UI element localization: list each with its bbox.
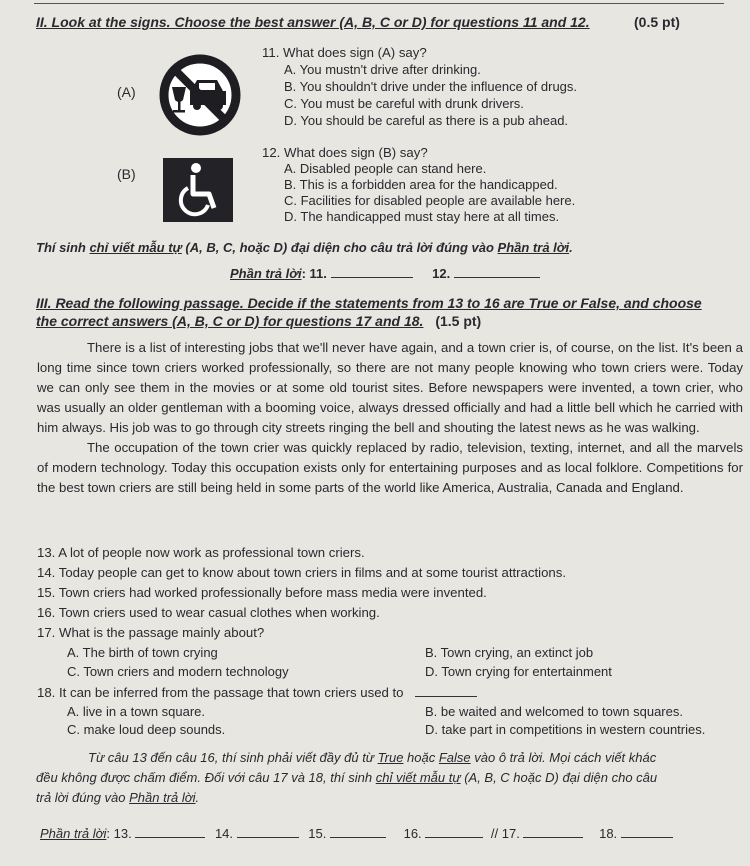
viet-line1-c: vào ô trả lời. Mọi cách viết khác bbox=[470, 750, 657, 765]
answer-11-label: 11. bbox=[309, 266, 327, 281]
statement-14: 14. Today people can get to know about town criers in films and at some tourist attractions. bbox=[37, 565, 567, 580]
answer-13-blank[interactable] bbox=[135, 825, 205, 838]
viet-instruction-line-1 bbox=[88, 750, 656, 765]
answer-17-label: // 17. bbox=[490, 826, 520, 841]
q18-option-b: B. be waited and welcomed to town squares. bbox=[425, 704, 683, 719]
answer-15-label: 15. bbox=[308, 826, 327, 841]
passage bbox=[37, 338, 743, 498]
answer-12-blank[interactable] bbox=[454, 265, 540, 278]
answer-label: Phần trả lời bbox=[230, 266, 302, 281]
section3-heading-1 bbox=[36, 295, 702, 311]
viet-instruction-line-2 bbox=[36, 770, 657, 785]
instruction-underlined: chỉ viết mẫu tự bbox=[89, 240, 182, 255]
answer-14-label: 14. bbox=[214, 826, 234, 841]
q18-option-d: D. take part in competitions in western countries. bbox=[425, 722, 706, 737]
statement-16: 16. Town criers used to wear casual clothes when working. bbox=[37, 605, 380, 620]
q11-option-b: B. You shouldn't drive under the influence of drugs. bbox=[284, 79, 578, 94]
viet-line2-underlined: chỉ viết mẫu tự bbox=[375, 770, 461, 785]
viet-line3-a: trả lời đúng vào bbox=[36, 790, 130, 805]
q17-stem: 17. What is the passage mainly about? bbox=[37, 625, 265, 640]
answer-16-label: 16. bbox=[403, 826, 422, 841]
answer-11-blank[interactable] bbox=[331, 265, 413, 278]
viet-line2-b: (A, B, C hoặc D) đại diện cho câu bbox=[460, 770, 658, 785]
viet-false: False bbox=[438, 750, 471, 765]
q18-stem bbox=[37, 684, 477, 700]
statement-15: 15. Town criers had worked professionally before mass media were invented. bbox=[37, 585, 487, 600]
sign-a-label: (A) bbox=[117, 84, 136, 100]
answer-colon: : bbox=[301, 266, 306, 281]
q12-option-c: C. Facilities for disabled people are available here. bbox=[284, 193, 576, 208]
q17-option-b: B. Town crying, an extinct job bbox=[425, 645, 594, 660]
section3-heading-line1: III. Read the following passage. Decide if the statements from 13 to 16 are True or False, and choose bbox=[36, 295, 702, 311]
answer-17-blank[interactable] bbox=[523, 825, 583, 838]
q11-stem: 11. What does sign (A) say? bbox=[262, 45, 427, 60]
section2-answer-line bbox=[230, 265, 540, 281]
passage-paragraph-1: There is a list of interesting jobs that we'll never have again, and a town crier is, of course, on the list. It's been a long time since town criers worked professionally, so there are not many people knowing who town criers were. Today we can only see them in the movies or at some old tourist sites. Before newspapers were invented, a town crier, who was usually an older gentleman with a booming voice, always dressed officially and had a little bell which he carried with him always. His job was to go through city streets ringing the bell and shouting the latest news as he was walking. bbox=[37, 340, 743, 435]
q11-option-c: C. You must be careful with drunk drivers. bbox=[284, 96, 524, 111]
q17-option-d: D. Town crying for entertainment bbox=[425, 664, 612, 679]
answer-14-blank[interactable] bbox=[237, 825, 299, 838]
viet-line3-b: . bbox=[195, 790, 200, 805]
instruction-mid: (A, B, C, hoặc D) đại diện cho câu trả lời đúng vào bbox=[181, 240, 498, 255]
section2-heading-text: II. Look at the signs. Choose the best answer (A, B, C or D) for questions 11 and 12. bbox=[36, 14, 590, 30]
answer-18-label: 18. bbox=[599, 826, 618, 841]
q17-option-a: A. The birth of town crying bbox=[67, 645, 218, 660]
q12-option-d: D. The handicapped must stay here at all times. bbox=[284, 209, 560, 224]
answer3-label: Phần trả lời bbox=[40, 826, 107, 841]
answer-16-blank[interactable] bbox=[425, 825, 483, 838]
no-drink-drive-sign-icon bbox=[155, 53, 245, 138]
answer-12-label: 12. bbox=[432, 266, 451, 281]
q11-option-a: A. You mustn't drive after drinking. bbox=[284, 62, 481, 77]
section2-instruction bbox=[36, 240, 573, 255]
top-rule bbox=[34, 3, 724, 4]
answer-13-label: : 13. bbox=[106, 826, 132, 841]
instruction-pre: Thí sinh bbox=[36, 240, 90, 255]
q18-stem-text: 18. It can be inferred from the passage that town criers used to bbox=[37, 685, 404, 700]
q12-option-a: A. Disabled people can stand here. bbox=[284, 161, 487, 176]
q18-blank bbox=[415, 684, 477, 697]
q11-option-d: D. You should be careful as there is a pub ahead. bbox=[284, 113, 569, 128]
passage-paragraph-2: The occupation of the town crier was quickly replaced by radio, television, texting, internet, and all the marvels of modern technology. Today this occupation exists only for entertaining purposes and as local folklore. Competitions for the best town criers are still being held in some parts of the world like America, Australia, Canada and England. bbox=[37, 440, 743, 495]
section2-points: (0.5 pt) bbox=[634, 14, 680, 30]
answer-18-blank[interactable] bbox=[621, 825, 673, 838]
section3-heading-line2: the correct answers (A, B, C or D) for questions 17 and 18. bbox=[36, 313, 424, 329]
wheelchair-sign-icon bbox=[163, 158, 233, 222]
answer-15-blank[interactable] bbox=[330, 825, 386, 838]
viet-line3-underlined: Phần trả lời bbox=[129, 790, 196, 805]
instruction-end: . bbox=[569, 240, 573, 255]
viet-line1-a: Từ câu 13 đến câu 16, thí sinh phải viết đầy đủ từ bbox=[88, 750, 378, 765]
q17-option-c: C. Town criers and modern technology bbox=[67, 664, 289, 679]
instruction-underlined-2: Phần trả lời bbox=[497, 240, 570, 255]
q12-option-b: B. This is a forbidden area for the handicapped. bbox=[284, 177, 558, 192]
q12-stem: 12. What does sign (B) say? bbox=[262, 145, 428, 160]
viet-instruction-line-3 bbox=[36, 790, 199, 805]
section3-answer-line bbox=[40, 825, 673, 841]
sign-b-label: (B) bbox=[117, 166, 136, 182]
q18-option-a: A. live in a town square. bbox=[67, 704, 206, 719]
viet-true: True bbox=[377, 750, 404, 765]
q18-option-c: C. make loud deep sounds. bbox=[67, 722, 226, 737]
statement-13: 13. A lot of people now work as professional town criers. bbox=[37, 545, 365, 560]
viet-line2-a: đều không được chấm điểm. Đối với câu 17 và 18, thí sinh bbox=[36, 770, 376, 785]
viet-line1-b: hoặc bbox=[403, 750, 439, 765]
section3-points: (1.5 pt) bbox=[435, 313, 482, 329]
section3-heading-2 bbox=[36, 313, 481, 329]
section2-heading bbox=[36, 14, 590, 30]
